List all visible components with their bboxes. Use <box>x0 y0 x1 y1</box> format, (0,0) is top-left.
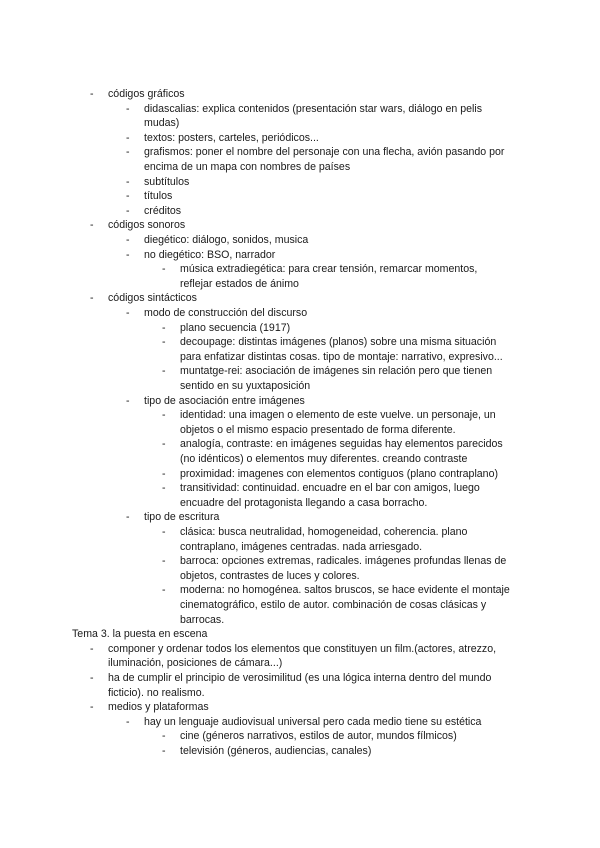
note-line <box>0 364 600 379</box>
note-line <box>0 510 600 525</box>
note-line <box>0 335 600 350</box>
bullet-dash: - <box>90 292 94 305</box>
bullet-dash: - <box>90 88 94 100</box>
note-line <box>0 583 600 598</box>
note-line <box>0 277 600 292</box>
bullet-dash: - <box>162 555 166 568</box>
note-line <box>0 204 600 219</box>
note-text: decoupage: distintas imágenes (planos) sobre una misma situación <box>180 336 497 349</box>
note-text: diegético: diálogo, sonidos, musica <box>144 234 309 246</box>
note-text: tipo de asociación entre imágenes <box>144 394 305 407</box>
bullet-dash: - <box>162 409 166 422</box>
bullet-dash: - <box>126 394 130 407</box>
note-text: objetos o el mismo espacio presentado de forma diferente. <box>180 423 456 436</box>
note-text: textos: posters, carteles, periódicos... <box>144 131 319 144</box>
note-line <box>0 598 600 613</box>
bullet-dash: - <box>162 584 166 597</box>
note-line <box>0 569 600 584</box>
section-heading: Tema 3. la puesta en escena <box>72 628 208 641</box>
note-text: sentido en su yuxtaposición <box>180 380 311 392</box>
note-line <box>0 306 600 321</box>
note-line <box>0 131 600 146</box>
note-text: medios y plataformas <box>108 701 209 714</box>
note-text: (no idénticos) o elementos muy diferentes. creando contraste <box>180 453 468 465</box>
bullet-dash: - <box>162 482 166 495</box>
note-line <box>0 656 600 671</box>
note-line <box>0 291 600 306</box>
note-line <box>0 321 600 336</box>
note-line <box>0 715 600 730</box>
note-text: música extradiegética: para crear tensión, remarcar momentos, <box>180 263 478 276</box>
note-text: para enfatizar distintas cosas. tipo de montaje: narrativo, expresivo... <box>180 350 503 363</box>
bullet-dash: - <box>126 511 130 524</box>
note-text: analogía, contraste: en imágenes seguidas hay elementos parecidos <box>180 438 503 451</box>
note-text: códigos sintácticos <box>108 292 197 305</box>
note-line <box>0 394 600 409</box>
bullet-dash: - <box>90 642 94 655</box>
note-text: plano secuencia (1917) <box>180 321 291 334</box>
note-line <box>0 686 600 701</box>
note-line <box>0 262 600 277</box>
note-line <box>0 379 600 394</box>
note-text: encima de un mapa con nombres de países <box>144 161 351 173</box>
note-line <box>0 350 600 365</box>
bullet-dash: - <box>126 248 130 261</box>
note-line <box>0 175 600 190</box>
bullet-dash: - <box>90 701 94 714</box>
note-line <box>0 642 600 657</box>
note-text: hay un lenguaje audiovisual universal pero cada medio tiene su estética <box>144 715 482 728</box>
note-text: mudas) <box>144 117 180 130</box>
note-line <box>0 554 600 569</box>
bullet-dash: - <box>162 321 166 334</box>
note-text: tipo de escritura <box>144 511 220 524</box>
note-line <box>0 116 600 131</box>
note-line <box>0 160 600 175</box>
note-text: no diegético: BSO, narrador <box>144 248 276 261</box>
note-line <box>0 218 600 233</box>
note-text: ficticio). no realismo. <box>108 686 205 699</box>
note-line <box>0 467 600 482</box>
note-text: barrocas. <box>180 613 225 626</box>
bullet-dash: - <box>162 730 166 743</box>
note-line <box>0 496 600 511</box>
note-text: componer y ordenar todos los elementos que constituyen un film.(actores, atrezzo, <box>108 642 497 655</box>
note-text: títulos <box>144 190 173 203</box>
note-text: ha de cumplir el principio de verosimilitud (es una lógica interna dentro del mundo <box>108 672 492 684</box>
note-line <box>0 248 600 263</box>
note-text: subtítulos <box>144 175 190 188</box>
bullet-dash: - <box>126 307 130 319</box>
bullet-dash: - <box>126 131 130 144</box>
note-line <box>0 540 600 555</box>
bullet-dash: - <box>126 175 130 188</box>
bullet-dash: - <box>126 715 130 728</box>
bullet-dash: - <box>162 526 166 538</box>
note-line <box>0 481 600 496</box>
note-line <box>0 408 600 423</box>
bullet-dash: - <box>162 365 166 378</box>
note-text: clásica: busca neutralidad, homogeneidad, coherencia. plano <box>180 526 468 538</box>
note-text: objetos, contrastes de luces y colores. <box>180 569 360 582</box>
note-line <box>0 189 600 204</box>
bullet-dash: - <box>162 438 166 451</box>
bullet-dash: - <box>162 745 166 757</box>
note-line <box>0 452 600 467</box>
bullet-dash: - <box>162 336 166 349</box>
note-line <box>0 102 600 117</box>
note-text: proximidad: imagenes con elementos contiguos (plano contraplano) <box>180 467 498 480</box>
note-text: moderna: no homogénea. saltos bruscos, se hace evidente el montaje <box>180 584 510 597</box>
note-text: muntatge-rei: asociación de imágenes sin relación pero que tienen <box>180 365 493 378</box>
note-text: identidad: una imagen o elemento de este vuelve. un personaje, un <box>180 409 496 422</box>
note-text: códigos sonoros <box>108 219 186 232</box>
note-text: transitividad: continuidad. encuadre en el bar con amigos, luego <box>180 482 480 495</box>
note-text: didascalias: explica contenidos (presentación star wars, diálogo en pelis <box>144 102 483 115</box>
bullet-dash: - <box>90 219 94 232</box>
note-text: encuadre del protagonista llegando a casa borracho. <box>180 496 428 509</box>
bullet-dash: - <box>126 146 130 159</box>
bullet-dash: - <box>126 102 130 115</box>
note-line <box>0 700 600 715</box>
bullet-dash: - <box>162 263 166 276</box>
note-line <box>0 729 600 744</box>
note-text: créditos <box>144 204 182 217</box>
bullet-dash: - <box>126 234 130 246</box>
note-text: televisión (géneros, audiencias, canales) <box>180 745 372 757</box>
note-text: grafismos: poner el nombre del personaje con una flecha, avión pasando por <box>144 146 505 159</box>
note-line <box>0 145 600 160</box>
note-text: iluminación, posiciones de cámara...) <box>108 657 283 670</box>
note-text: reflejar estados de ánimo <box>180 277 299 290</box>
note-text: códigos gráficos <box>108 88 185 100</box>
bullet-dash: - <box>126 190 130 203</box>
note-line <box>0 423 600 438</box>
note-line <box>0 744 600 759</box>
note-line <box>0 233 600 248</box>
bullet-dash: - <box>162 467 166 480</box>
note-text: cinematográfico, estilo de autor. combinación de cosas clásicas y <box>180 599 487 611</box>
note-line <box>0 525 600 540</box>
note-line <box>0 627 600 642</box>
note-line <box>0 613 600 628</box>
bullet-dash: - <box>90 672 94 684</box>
note-line <box>0 437 600 452</box>
note-line <box>0 87 600 102</box>
note-text: modo de construcción del discurso <box>144 307 308 319</box>
bullet-dash: - <box>126 204 130 217</box>
note-line <box>0 671 600 686</box>
note-text: barroca: opciones extremas, radicales. imágenes profundas llenas de <box>180 555 507 568</box>
note-text: contraplano, imágenes centradas. nada arriesgado. <box>180 540 423 553</box>
note-text: cine (géneros narrativos, estilos de autor, mundos fílmicos) <box>180 730 457 743</box>
